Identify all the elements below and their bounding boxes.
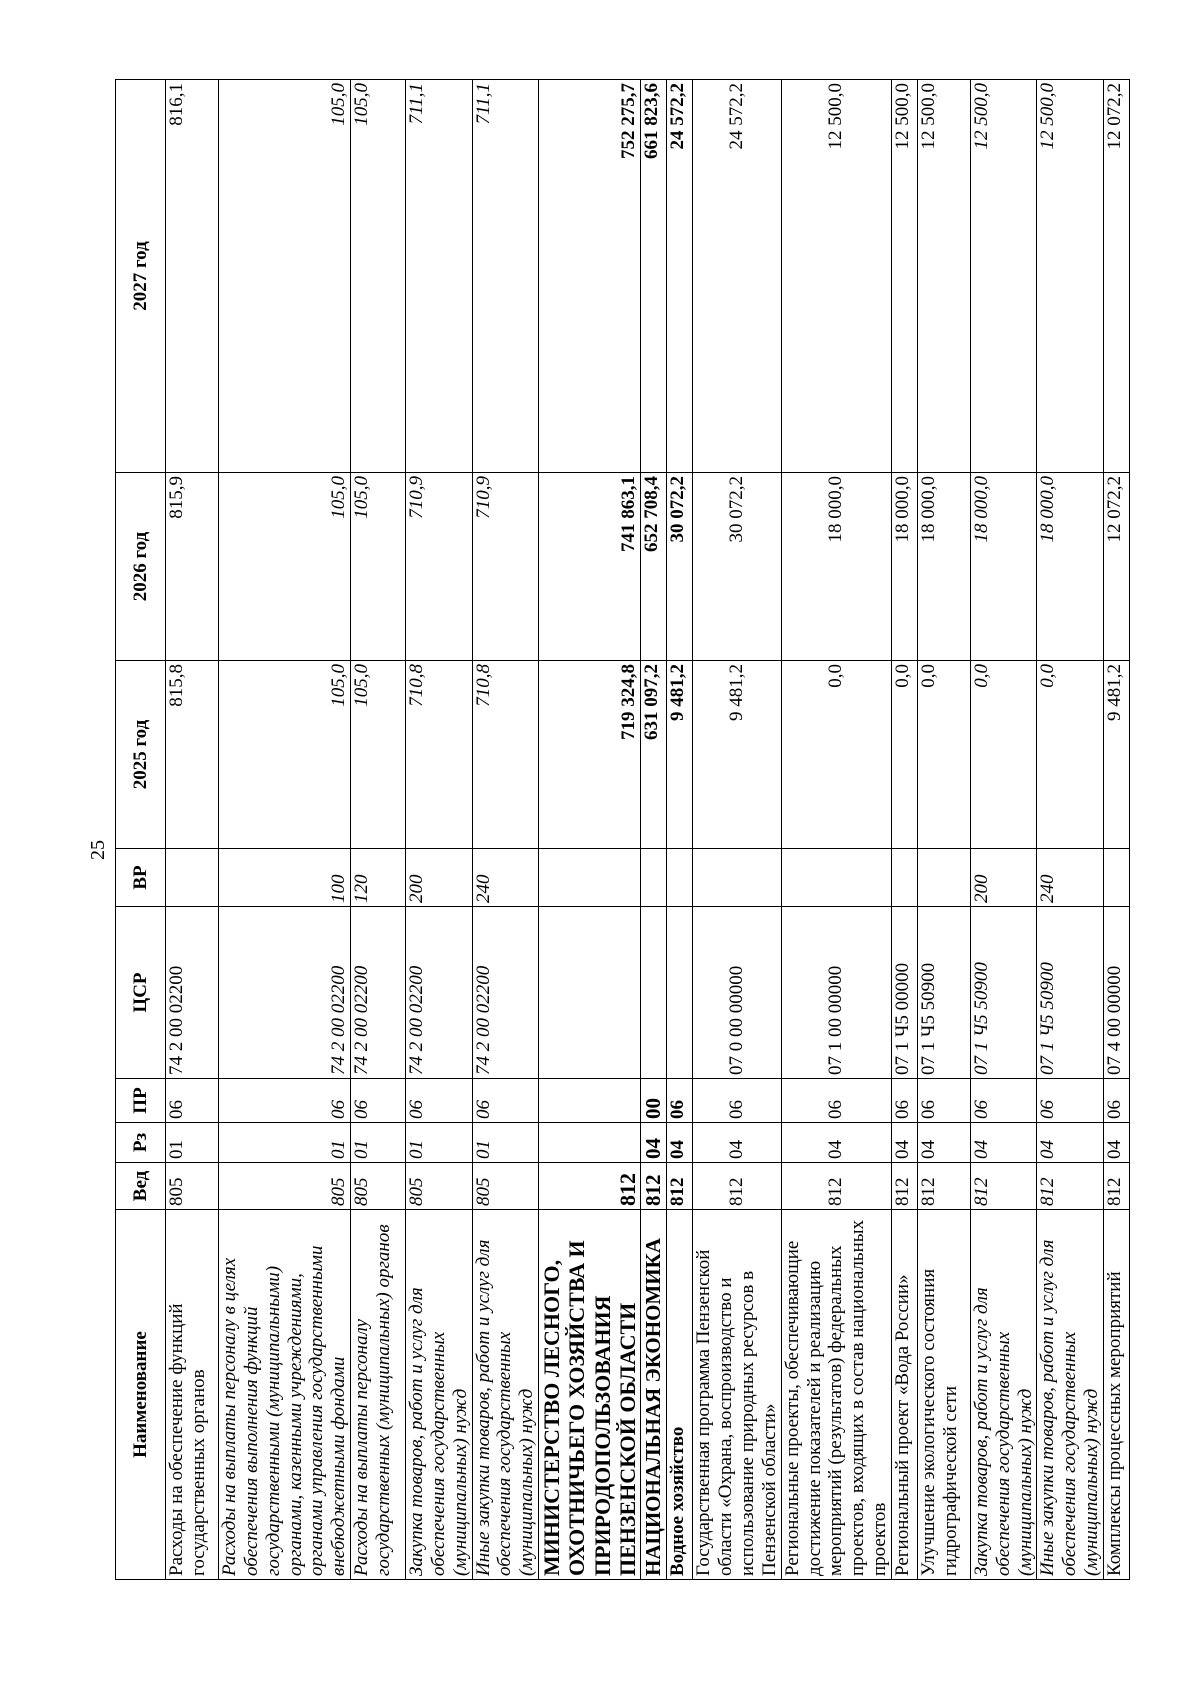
cell-name: Расходы на обеспечение функций государственных органов bbox=[166, 1210, 219, 1580]
rotated-page-content bbox=[115, 80, 1125, 1580]
cell-pr: 06 bbox=[1037, 1079, 1104, 1123]
cell-2027: 661 823,6 bbox=[641, 80, 667, 473]
cell-ved: 812 bbox=[693, 1163, 781, 1210]
cell-2025: 710,8 bbox=[406, 661, 473, 849]
table-header-row bbox=[116, 80, 166, 1580]
cell-2025: 105,0 bbox=[219, 661, 351, 849]
cell-2025: 710,8 bbox=[472, 661, 539, 849]
cell-2026: 18 000,0 bbox=[1037, 473, 1104, 661]
table-row-subsection bbox=[667, 80, 693, 1580]
cell-2026: 12 072,2 bbox=[1103, 473, 1129, 661]
header-rz: Рз bbox=[116, 1123, 166, 1163]
cell-csr: 07 1 Ч5 50900 bbox=[917, 907, 970, 1079]
cell-ved: 812 bbox=[917, 1163, 970, 1210]
cell-csr: 74 2 00 02200 bbox=[166, 907, 219, 1079]
cell-csr: 74 2 00 02200 bbox=[351, 907, 406, 1079]
cell-ved: 812 bbox=[667, 1163, 693, 1210]
table-row bbox=[891, 80, 917, 1580]
cell-ved: 812 bbox=[641, 1163, 667, 1210]
cell-2025: 9 481,2 bbox=[693, 661, 781, 849]
cell-name: Закупка товаров, работ и услуг для обеспечения государственных (муниципальных) нужд bbox=[406, 1210, 473, 1580]
header-2026: 2026 год bbox=[116, 473, 166, 661]
table-row bbox=[472, 80, 539, 1580]
cell-2026: 652 708,4 bbox=[641, 473, 667, 661]
cell-2026: 18 000,0 bbox=[970, 473, 1037, 661]
cell-ved: 805 bbox=[472, 1163, 539, 1210]
cell-vr: 240 bbox=[472, 849, 539, 907]
cell-vr bbox=[539, 849, 641, 907]
cell-pr: 06 bbox=[351, 1079, 406, 1123]
cell-2025: 0,0 bbox=[1037, 661, 1104, 849]
cell-rz: 01 bbox=[219, 1123, 351, 1163]
cell-ved: 805 bbox=[406, 1163, 473, 1210]
table-row bbox=[166, 80, 219, 1580]
cell-pr: 06 bbox=[693, 1079, 781, 1123]
cell-name: Региональный проект «Вода России» bbox=[891, 1210, 917, 1580]
cell-2026: 741 863,1 bbox=[539, 473, 641, 661]
cell-pr: 06 bbox=[970, 1079, 1037, 1123]
cell-2027: 105,0 bbox=[219, 80, 351, 473]
cell-name: Иные закупки товаров, работ и услуг для обеспечения государственных (муниципальных) нужд bbox=[472, 1210, 539, 1580]
cell-name: Государственная программа Пензенской области «Охрана, воспроизводство и использование природных ресурсов в Пензенской области» bbox=[693, 1210, 781, 1580]
cell-vr bbox=[917, 849, 970, 907]
cell-csr: 07 0 00 00000 bbox=[693, 907, 781, 1079]
header-pr: ПР bbox=[116, 1079, 166, 1123]
cell-2026: 105,0 bbox=[219, 473, 351, 661]
cell-rz: 04 bbox=[917, 1123, 970, 1163]
cell-name: Расходы на выплаты персоналу в целях обеспечения выполнения функций государственными (муниципальными) органами, казенными учреждениями, органами управления государственными внебюджетными фондами bbox=[219, 1210, 351, 1580]
cell-name: Расходы на выплаты персоналу государственных (муниципальных) органов bbox=[351, 1210, 406, 1580]
cell-2025: 105,0 bbox=[351, 661, 406, 849]
cell-csr bbox=[641, 907, 667, 1079]
table-row-ministry bbox=[539, 80, 641, 1580]
cell-2026: 815,9 bbox=[166, 473, 219, 661]
cell-2027: 24 572,2 bbox=[667, 80, 693, 473]
cell-vr bbox=[693, 849, 781, 907]
cell-vr bbox=[667, 849, 693, 907]
cell-2025: 0,0 bbox=[970, 661, 1037, 849]
header-name: Наименование bbox=[116, 1210, 166, 1580]
cell-2027: 711,1 bbox=[472, 80, 539, 473]
cell-2026: 105,0 bbox=[351, 473, 406, 661]
cell-2025: 9 481,2 bbox=[1103, 661, 1129, 849]
cell-ved: 812 bbox=[891, 1163, 917, 1210]
table-row bbox=[406, 80, 473, 1580]
table-row bbox=[1037, 80, 1104, 1580]
cell-ved: 812 bbox=[781, 1163, 891, 1210]
cell-ved: 812 bbox=[1037, 1163, 1104, 1210]
cell-csr bbox=[539, 907, 641, 1079]
cell-2026: 18 000,0 bbox=[781, 473, 891, 661]
cell-pr: 00 bbox=[641, 1079, 667, 1123]
cell-2025: 0,0 bbox=[781, 661, 891, 849]
cell-csr: 74 2 00 02200 bbox=[219, 907, 351, 1079]
cell-2025: 0,0 bbox=[891, 661, 917, 849]
cell-ved: 805 bbox=[351, 1163, 406, 1210]
table-row bbox=[351, 80, 406, 1580]
cell-ved: 805 bbox=[166, 1163, 219, 1210]
cell-2027: 816,1 bbox=[166, 80, 219, 473]
cell-rz: 04 bbox=[1037, 1123, 1104, 1163]
cell-pr: 06 bbox=[667, 1079, 693, 1123]
table-row bbox=[219, 80, 351, 1580]
cell-rz: 04 bbox=[891, 1123, 917, 1163]
cell-csr: 74 2 00 02200 bbox=[406, 907, 473, 1079]
cell-2026: 18 000,0 bbox=[917, 473, 970, 661]
cell-ved: 812 bbox=[970, 1163, 1037, 1210]
cell-vr: 200 bbox=[406, 849, 473, 907]
cell-2027: 752 275,7 bbox=[539, 80, 641, 473]
cell-rz: 01 bbox=[406, 1123, 473, 1163]
table-row bbox=[970, 80, 1037, 1580]
cell-2026: 710,9 bbox=[406, 473, 473, 661]
cell-vr: 240 bbox=[1037, 849, 1104, 907]
cell-2026: 30 072,2 bbox=[693, 473, 781, 661]
cell-rz: 04 bbox=[1103, 1123, 1129, 1163]
cell-name: Водное хозяйство bbox=[667, 1210, 693, 1580]
cell-rz: 01 bbox=[351, 1123, 406, 1163]
table-row bbox=[917, 80, 970, 1580]
cell-rz: 04 bbox=[970, 1123, 1037, 1163]
header-2027: 2027 год bbox=[116, 80, 166, 473]
header-ved: Вед bbox=[116, 1163, 166, 1210]
cell-2027: 12 500,0 bbox=[917, 80, 970, 473]
cell-2025: 815,8 bbox=[166, 661, 219, 849]
cell-2025: 631 097,2 bbox=[641, 661, 667, 849]
cell-name: Комплексы процессных мероприятий bbox=[1103, 1210, 1129, 1580]
header-2025: 2025 год bbox=[116, 661, 166, 849]
cell-name: Региональные проекты, обеспечивающие достижение показателей и реализацию мероприятий (результатов) федеральных проектов, входящих в состав национальных проектов bbox=[781, 1210, 891, 1580]
header-csr: ЦСР bbox=[116, 907, 166, 1079]
cell-2025: 9 481,2 bbox=[667, 661, 693, 849]
cell-vr: 100 bbox=[219, 849, 351, 907]
table-row bbox=[781, 80, 891, 1580]
cell-csr: 07 4 00 00000 bbox=[1103, 907, 1129, 1079]
cell-vr bbox=[641, 849, 667, 907]
cell-vr bbox=[166, 849, 219, 907]
cell-ved: 812 bbox=[539, 1163, 641, 1210]
cell-rz: 01 bbox=[166, 1123, 219, 1163]
table-row bbox=[693, 80, 781, 1580]
cell-rz: 04 bbox=[641, 1123, 667, 1163]
cell-rz: 04 bbox=[781, 1123, 891, 1163]
cell-name: Улучшение экологического состояния гидрографической сети bbox=[917, 1210, 970, 1580]
cell-pr: 06 bbox=[781, 1079, 891, 1123]
cell-csr: 07 1 Ч5 50900 bbox=[1037, 907, 1104, 1079]
cell-2027: 12 500,0 bbox=[781, 80, 891, 473]
cell-rz: 04 bbox=[667, 1123, 693, 1163]
cell-pr: 06 bbox=[166, 1079, 219, 1123]
cell-csr: 74 2 00 02200 bbox=[472, 907, 539, 1079]
cell-name: Иные закупки товаров, работ и услуг для обеспечения государственных (муниципальных) нужд bbox=[1037, 1210, 1104, 1580]
cell-2027: 12 072,2 bbox=[1103, 80, 1129, 473]
cell-rz: 01 bbox=[472, 1123, 539, 1163]
cell-csr: 07 1 Ч5 00000 bbox=[891, 907, 917, 1079]
cell-pr: 06 bbox=[219, 1079, 351, 1123]
cell-2027: 105,0 bbox=[351, 80, 406, 473]
cell-name: МИНИСТЕРСТВО ЛЕСНОГО, ОХОТНИЧЬЕГО ХОЗЯЙСТВА И ПРИРОДОПОЛЬЗОВАНИЯ ПЕНЗЕНСКОЙ ОБЛАСТИ bbox=[539, 1210, 641, 1580]
budget-table bbox=[115, 79, 1130, 1580]
cell-vr bbox=[781, 849, 891, 907]
cell-vr bbox=[891, 849, 917, 907]
cell-2026: 710,9 bbox=[472, 473, 539, 661]
cell-2026: 18 000,0 bbox=[891, 473, 917, 661]
cell-2027: 12 500,0 bbox=[891, 80, 917, 473]
cell-pr: 06 bbox=[1103, 1079, 1129, 1123]
cell-ved: 805 bbox=[219, 1163, 351, 1210]
cell-pr: 06 bbox=[917, 1079, 970, 1123]
cell-rz: 04 bbox=[693, 1123, 781, 1163]
cell-2027: 12 500,0 bbox=[970, 80, 1037, 473]
cell-csr: 07 1 00 00000 bbox=[781, 907, 891, 1079]
cell-pr: 06 bbox=[891, 1079, 917, 1123]
cell-pr bbox=[539, 1079, 641, 1123]
page-number: 25 bbox=[87, 840, 109, 860]
cell-name: НАЦИОНАЛЬНАЯ ЭКОНОМИКА bbox=[641, 1210, 667, 1580]
cell-vr: 120 bbox=[351, 849, 406, 907]
cell-ved: 812 bbox=[1103, 1163, 1129, 1210]
cell-name: Закупка товаров, работ и услуг для обеспечения государственных (муниципальных) нужд bbox=[970, 1210, 1037, 1580]
cell-2026: 30 072,2 bbox=[667, 473, 693, 661]
cell-vr bbox=[1103, 849, 1129, 907]
cell-rz bbox=[539, 1123, 641, 1163]
cell-csr: 07 1 Ч5 50900 bbox=[970, 907, 1037, 1079]
cell-2025: 0,0 bbox=[917, 661, 970, 849]
cell-vr: 200 bbox=[970, 849, 1037, 907]
cell-pr: 06 bbox=[472, 1079, 539, 1123]
cell-2027: 711,1 bbox=[406, 80, 473, 473]
cell-csr bbox=[667, 907, 693, 1079]
table-row-section bbox=[641, 80, 667, 1580]
cell-pr: 06 bbox=[406, 1079, 473, 1123]
table-row bbox=[1103, 80, 1129, 1580]
cell-2027: 24 572,2 bbox=[693, 80, 781, 473]
cell-2027: 12 500,0 bbox=[1037, 80, 1104, 473]
cell-2025: 719 324,8 bbox=[539, 661, 641, 849]
header-vr: ВР bbox=[116, 849, 166, 907]
